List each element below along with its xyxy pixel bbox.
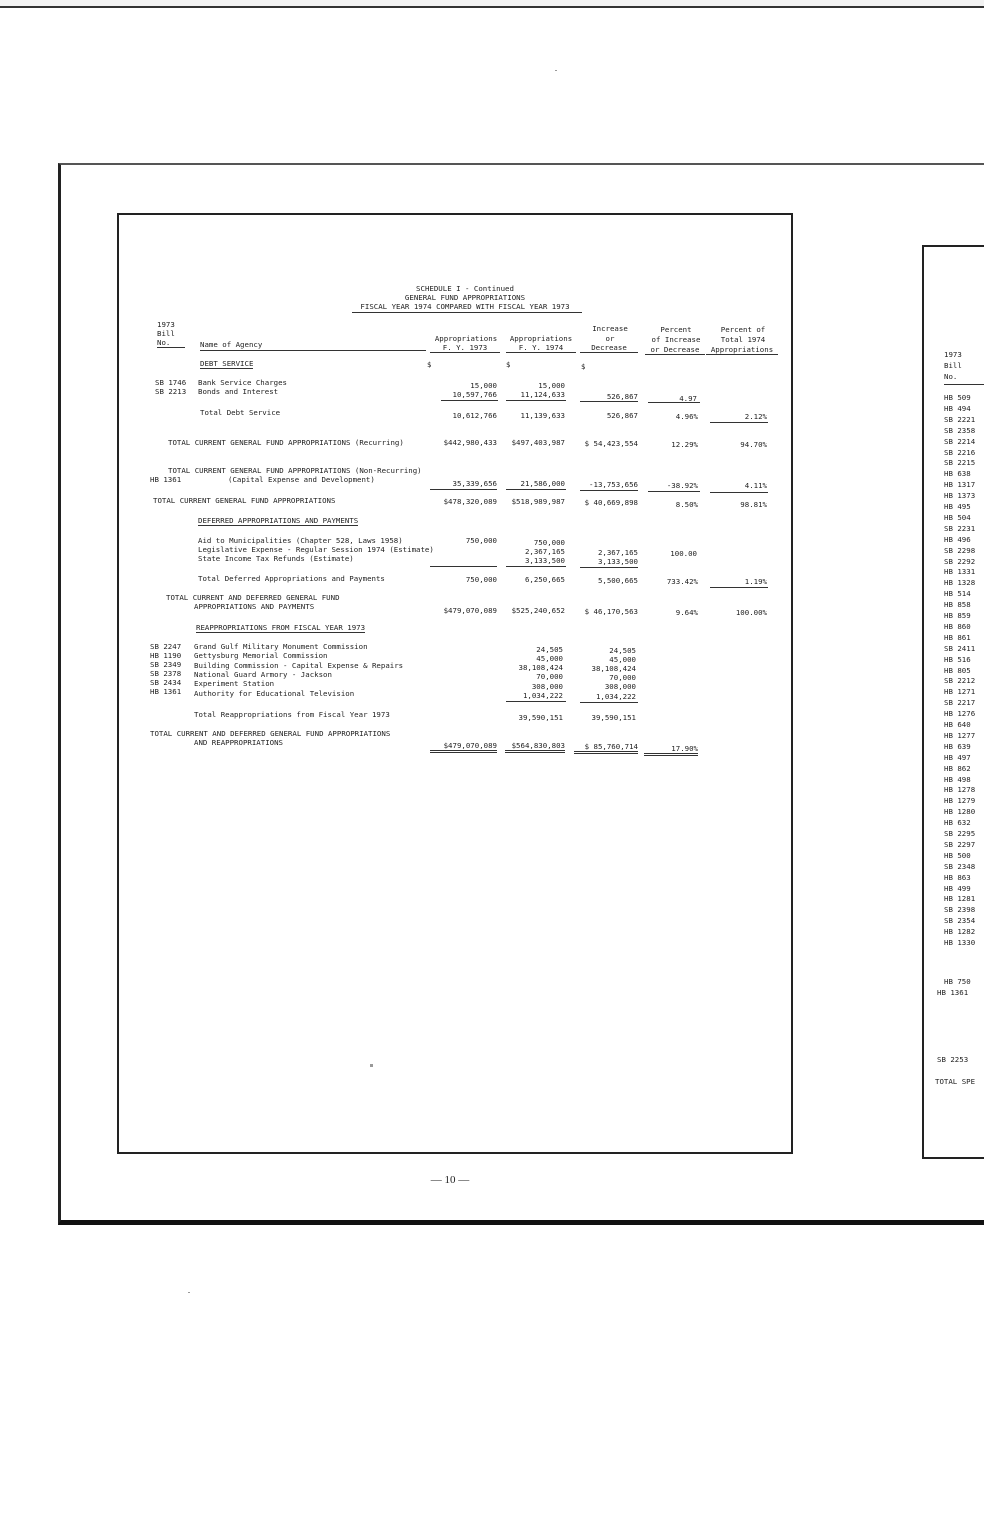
recurring-pct: 12.29%	[671, 440, 698, 449]
current-1974: $518,989,987	[511, 497, 565, 506]
sum-line	[506, 701, 566, 702]
nonrecurring-share: 4.11%	[744, 481, 767, 490]
right-bill: HB 632	[944, 818, 971, 828]
deferred-total-pct: 733.42%	[666, 577, 698, 586]
deferred-item: Legislative Expense - Regular Session 1974 (Estimate)	[198, 545, 434, 554]
right-bill: HB 1280	[944, 807, 976, 817]
agency-name: Grand Gulf Military Monument Commission	[194, 642, 368, 651]
nonrecurring-pct: -38.92%	[666, 481, 698, 490]
right-bill: SB 2217	[944, 698, 976, 708]
deferred-item: Aid to Municipalities (Chapter 528, Laws 1958)	[198, 536, 403, 545]
right-bill: SB 2216	[944, 447, 976, 457]
bill-number: SB 1746	[155, 378, 187, 387]
right-bill: SB 2354	[944, 916, 976, 926]
right-bill: HB 514	[944, 589, 971, 599]
right-bill: HB 863	[944, 872, 971, 882]
col-share-line3: Appropriations	[706, 345, 778, 355]
right-bill: HB 1279	[944, 796, 976, 806]
right-bill: HB 750	[944, 977, 971, 986]
reapprop-change: 308,000	[604, 682, 636, 691]
dollar-sign-1973: $	[427, 360, 432, 369]
right-bill: SB 2214	[944, 436, 976, 446]
grand-total-label-cont: AND REAPPROPRIATIONS	[194, 738, 283, 747]
bill-number: HB 1190	[150, 651, 182, 660]
right-bill: SB 2298	[944, 545, 976, 555]
bill-number: SB 2434	[150, 678, 182, 687]
agency-name: Authority for Educational Television	[194, 689, 355, 698]
deferred-heading: DEFERRED APPROPRIATIONS AND PAYMENTS	[198, 516, 359, 525]
debt-service-heading: DEBT SERVICE	[200, 359, 254, 368]
current-pct: 8.50%	[675, 500, 698, 509]
right-col-header: 1973	[944, 350, 962, 359]
current-total-label: TOTAL CURRENT GENERAL FUND APPROPRIATIONS	[153, 496, 336, 505]
current-share: 98.81%	[740, 500, 767, 509]
agency-name: Experiment Station	[194, 679, 275, 688]
right-bill: HB 1373	[944, 491, 976, 501]
deferred-change: 2,367,165	[597, 548, 638, 557]
amount-1973: 10,597,766	[452, 390, 497, 399]
right-bill: HB 496	[944, 534, 971, 544]
top-edge	[0, 0, 984, 8]
right-bill: HB 1278	[944, 785, 976, 795]
reapprop-change: 38,108,424	[591, 664, 636, 673]
schedule-subtitle: GENERAL FUND APPROPRIATIONS	[404, 293, 526, 302]
debt-total-pct: 4.96%	[675, 412, 698, 421]
deferred-total-change: 5,500,665	[597, 576, 638, 585]
reapprop-1974: 1,034,222	[522, 691, 563, 700]
current-deferred-label-cont: APPROPRIATIONS AND PAYMENTS	[194, 602, 315, 611]
reapprop-change: 24,505	[609, 646, 636, 655]
scan-speck	[555, 70, 557, 71]
col-1974-line1: Appropriations	[509, 334, 573, 343]
col-agency: Name of Agency	[200, 340, 263, 349]
right-bill: SB 2398	[944, 905, 976, 915]
sum-line	[430, 489, 497, 490]
right-bill: SB 2411	[944, 643, 976, 653]
col-bill-line2: Bill	[157, 329, 175, 338]
reapprop-1974: 308,000	[531, 682, 563, 691]
amount-change: 526,867	[606, 392, 638, 401]
current-deferred-change: $ 46,170,563	[584, 607, 638, 616]
sum-line	[710, 492, 768, 493]
bill-number: HB 1361	[150, 475, 182, 484]
right-bill: HB 638	[944, 469, 971, 479]
agency-name: Bank Service Charges	[198, 378, 287, 387]
right-bill: HB 1271	[944, 687, 976, 697]
recurring-1973: $442,980,433	[443, 438, 497, 447]
right-bill: HB 805	[944, 665, 971, 675]
agency-underline	[200, 350, 426, 351]
bill-number: SB 2213	[155, 387, 187, 396]
deferred-total-1974: 6,250,665	[524, 575, 565, 584]
sum-line	[506, 400, 566, 401]
reapprop-1974: 45,000	[536, 654, 563, 663]
col-1973-line1: Appropriations	[434, 334, 498, 343]
right-bill: HB 499	[944, 883, 971, 893]
right-bill: HB 494	[944, 403, 971, 413]
col-pct-line1: Percent	[660, 325, 692, 334]
right-bill: HB 1276	[944, 709, 976, 719]
bill-number: SB 2247	[150, 642, 182, 651]
amount-1974: 15,000	[538, 381, 565, 390]
current-deferred-1974: $525,240,652	[511, 606, 565, 615]
sum-line	[580, 401, 638, 402]
right-bill: HB 1331	[944, 567, 976, 577]
schedule-fiscal-years: FISCAL YEAR 1974 COMPARED WITH FISCAL YEAR 1973	[360, 302, 570, 311]
reapprop-heading: REAPPROPRIATIONS FROM FISCAL YEAR 1973	[196, 623, 366, 632]
right-bill: SB 2295	[944, 829, 976, 838]
current-deferred-1973: $479,070,089	[443, 606, 497, 615]
col-change-line1: Increase	[592, 324, 628, 333]
recurring-share: 94.70%	[740, 440, 767, 449]
percent-change: 4.97	[679, 394, 697, 403]
agency-name: Building Commission - Capital Expense & Repairs	[194, 661, 404, 670]
debt-total-share: 2.12%	[744, 412, 767, 421]
right-bill: SB 2358	[944, 425, 976, 435]
right-col-header: No.	[944, 372, 958, 381]
deferred-total-label: Total Deferred Appropriations and Payments	[198, 574, 385, 583]
current-deferred-share: 100.00%	[735, 608, 767, 617]
deferred-1974: 2,367,165	[524, 547, 565, 556]
col-change-line2: or	[605, 334, 615, 343]
amount-1973: 15,000	[470, 381, 497, 390]
reapprop-total-label: Total Reappropriations from Fiscal Year 1973	[194, 710, 390, 719]
nonrecurring-1974: 21,586,000	[520, 479, 565, 488]
right-bill: HB 640	[944, 720, 971, 729]
deferred-pct: 100.00	[670, 549, 697, 558]
current-deferred-label: TOTAL CURRENT AND DEFERRED GENERAL FUND	[166, 593, 340, 602]
right-bill: HB 858	[944, 600, 971, 610]
reapprop-change: 45,000	[609, 655, 636, 664]
grand-total-label: TOTAL CURRENT AND DEFERRED GENERAL FUND APPROPRIATIONS	[150, 729, 391, 738]
grand-total-pct: 17.90%	[644, 744, 698, 756]
deferred-1974: 3,133,500	[524, 556, 565, 565]
right-bill: HB 639	[944, 741, 971, 751]
grand-total-1973: $479,070,089	[430, 741, 497, 753]
col-1974-line2: F. Y. 1974	[506, 343, 576, 353]
current-1973: $478,320,089	[443, 497, 497, 506]
sum-line	[710, 587, 768, 588]
right-bill: HB 1330	[944, 938, 976, 947]
reapprop-total-1974: 39,590,151	[518, 713, 563, 722]
sum-line	[648, 491, 700, 492]
right-bill: SB 2215	[944, 458, 976, 468]
right-bill: SB 2231	[944, 523, 976, 533]
right-bill: SB 2221	[944, 414, 976, 424]
current-deferred-pct: 9.64%	[675, 608, 698, 617]
debt-total-1974: 11,139,633	[520, 411, 565, 420]
bill-number: SB 2349	[150, 660, 182, 669]
col-pct-line2: of Increase	[651, 335, 701, 344]
col-share-line2: Total 1974	[720, 335, 766, 344]
right-bill: SB 2253	[937, 1055, 969, 1064]
deferred-total-share: 1.19%	[744, 577, 767, 586]
debt-total-label: Total Debt Service	[200, 408, 281, 417]
reapprop-1974: 38,108,424	[518, 663, 563, 672]
nonrecurring-description: (Capital Expense and Development)	[228, 475, 375, 484]
schedule-title: SCHEDULE I - Continued	[416, 284, 514, 293]
debt-total-1973: 10,612,766	[452, 411, 497, 420]
dollar-sign-1974: $	[506, 360, 511, 369]
reapprop-1974: 70,000	[536, 672, 563, 681]
right-bill: HB 1281	[944, 894, 976, 904]
deferred-total-1973: 750,000	[465, 575, 497, 584]
sum-line	[580, 702, 638, 703]
scan-speck	[370, 1064, 373, 1067]
scan-speck	[188, 1292, 190, 1293]
nonrecurring-change: -13,753,656	[589, 480, 638, 489]
page-number: — 10 —	[430, 1174, 470, 1186]
right-bill: SB 2292	[944, 556, 976, 566]
deferred-1974: 750,000	[533, 538, 565, 547]
bill-number: HB 1361	[150, 687, 182, 696]
col-1973-line2: F. Y. 1973	[430, 343, 500, 353]
right-bill: HB 862	[944, 763, 971, 773]
dollar-sign-change: $	[581, 362, 586, 371]
debt-total-change: 526,867	[606, 411, 638, 420]
right-bill: HB 859	[944, 611, 971, 620]
sum-line	[648, 402, 700, 403]
right-bill: HB 1277	[944, 730, 976, 740]
sum-line	[580, 567, 638, 568]
amount-1974: 11,124,633	[520, 390, 565, 399]
right-bill: HB 509	[944, 393, 971, 402]
sum-line	[430, 566, 497, 567]
grand-total-change: $ 85,760,714	[574, 742, 638, 754]
bill-number: SB 2378	[150, 669, 182, 678]
right-bill: SB 2348	[944, 861, 976, 871]
agency-name: Gettysburg Memorial Commission	[194, 651, 328, 660]
deferred-1973: 750,000	[465, 536, 497, 545]
col-pct-line3: or Decrease	[645, 345, 705, 355]
right-bill: HB 516	[944, 654, 971, 664]
reapprop-total-change: 39,590,151	[591, 713, 636, 722]
right-bill: HB 1361	[937, 988, 969, 997]
right-bill: HB 498	[944, 774, 971, 784]
right-bill: HB 500	[944, 850, 971, 860]
right-bill: HB 495	[944, 502, 971, 511]
right-bill: SB 2212	[944, 676, 976, 686]
col-share-line1: Percent of	[720, 325, 766, 334]
right-bill: HB 1282	[944, 927, 976, 937]
right-bill: HB 861	[944, 632, 971, 642]
right-bill: HB 504	[944, 512, 971, 522]
recurring-change: $ 54,423,554	[584, 439, 638, 448]
sum-line	[441, 400, 498, 401]
agency-name: National Guard Armory - Jackson	[194, 670, 332, 679]
reapprop-change: 1,034,222	[595, 692, 636, 701]
right-bill: HB 497	[944, 752, 971, 762]
deferred-change: 3,133,500	[597, 557, 638, 566]
right-bill: SB 2297	[944, 839, 976, 849]
sum-line	[580, 490, 638, 491]
nonrecurring-total-label: TOTAL CURRENT GENERAL FUND APPROPRIATIONS (Non-Recurring)	[168, 466, 422, 475]
right-bill: HB 1328	[944, 578, 976, 588]
deferred-item: State Income Tax Refunds (Estimate)	[198, 554, 354, 563]
right-bill: HB 1317	[944, 480, 976, 490]
sum-line	[710, 422, 768, 423]
right-total-label: TOTAL SPE	[935, 1077, 976, 1086]
right-header-rule	[944, 384, 984, 385]
reapprop-1974: 24,505	[536, 645, 563, 654]
recurring-total-label: TOTAL CURRENT GENERAL FUND APPROPRIATIONS (Recurring)	[168, 438, 404, 447]
sum-line	[506, 566, 566, 567]
grand-total-1974: $564,830,803	[505, 741, 565, 753]
col-bill-line3: No.	[157, 338, 185, 348]
right-bill: HB 860	[944, 621, 971, 631]
title-underline	[352, 312, 582, 313]
nonrecurring-1973: 35,339,656	[452, 479, 497, 488]
sum-line	[506, 489, 566, 490]
right-col-header: Bill	[944, 361, 962, 370]
agency-name: Bonds and Interest	[198, 387, 279, 396]
reapprop-change: 70,000	[609, 673, 636, 682]
current-change: $ 40,669,898	[584, 498, 638, 507]
col-change-line3: Decrease	[580, 343, 638, 353]
col-bill-line1: 1973	[157, 320, 175, 329]
recurring-1974: $497,403,987	[511, 438, 565, 447]
